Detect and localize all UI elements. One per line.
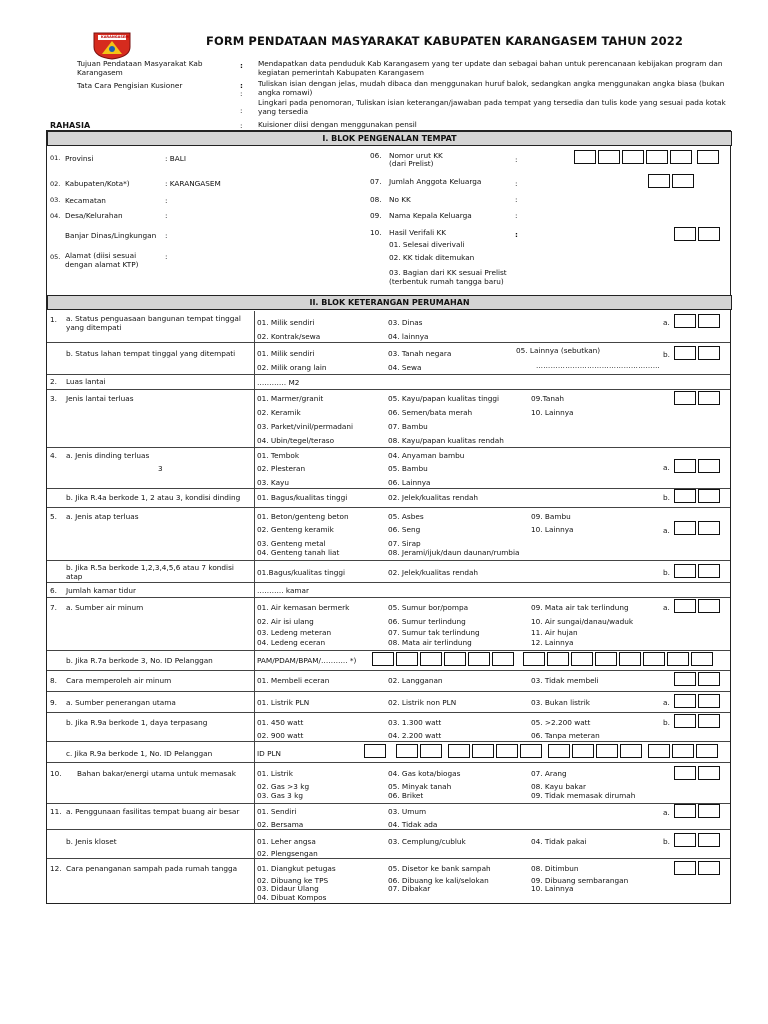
row-separator — [47, 447, 730, 448]
q10-option[interactable]: 06. Briket — [388, 791, 424, 800]
jumlah-anggota-label: Jumlah Anggota Keluarga — [389, 177, 482, 186]
q8-label: Cara memperoleh air minum — [66, 676, 172, 685]
kabupaten-value[interactable]: : KARANGASEM — [165, 179, 221, 188]
q7a-option[interactable]: 12. Lainnya — [531, 638, 574, 647]
tata-text-3: Kuisioner diisi dengan menggunakan pensil — [258, 120, 417, 129]
no-kk-field[interactable]: : — [515, 195, 518, 204]
id-pln-box[interactable] — [620, 744, 642, 758]
id-pelanggan-box[interactable] — [444, 652, 466, 666]
question-number: 3. — [50, 394, 57, 403]
q7a-option[interactable]: 06. Sumur terlindung — [388, 617, 466, 626]
q7a-option[interactable]: 10. Air sungai/danau/waduk — [531, 617, 634, 626]
question-number: 9. — [50, 698, 57, 707]
id-pln-box[interactable] — [448, 744, 470, 758]
hasil-verifali-box[interactable] — [674, 227, 696, 241]
question-number: 1. — [50, 315, 57, 324]
id-pln-box[interactable] — [496, 744, 518, 758]
row-separator — [47, 691, 730, 692]
row-separator — [47, 488, 730, 489]
q1a-box[interactable] — [698, 314, 720, 328]
q4b-option[interactable]: 01. Bagus/kualitas tinggi — [257, 493, 348, 502]
q3-option[interactable]: 07. Bambu — [388, 422, 428, 431]
row-separator — [47, 858, 730, 859]
q1b-box[interactable] — [674, 346, 696, 360]
colon: : — [240, 106, 243, 115]
hasil-verifali-box[interactable] — [698, 227, 720, 241]
question-number: 4. — [50, 451, 57, 460]
kabupaten-label: Kabupaten/Kota*) — [65, 179, 130, 188]
row-separator — [47, 741, 730, 742]
q7a-option[interactable]: 05. Sumur bor/pompa — [388, 603, 469, 612]
tujuan-label: Tujuan Pendataan Masyarakat Kab Karangasem — [77, 59, 203, 77]
row-separator — [47, 389, 730, 390]
q5b-option[interactable]: 02. Jelek/kualitas rendah — [388, 568, 479, 577]
q10-option[interactable]: 04. Gas kota/biogas — [388, 769, 461, 778]
q9b-label: b. Jika R.9a berkode 1, daya terpasang — [66, 718, 208, 727]
q3-option[interactable]: 02. Keramik — [257, 408, 301, 417]
q12-option[interactable]: 05. Disetor ke bank sampah — [388, 864, 491, 873]
tata-text-1: Tuliskan isian dengan jelas, mudah dibaca dan menggunakan huruf balok, sedangkan angka menggunakan angka biasa (bukan angka romawi) — [258, 79, 725, 97]
desa-label: Desa/Kelurahan — [65, 211, 123, 220]
q3-option[interactable]: 03. Parket/vinil/permadani — [257, 422, 354, 431]
row-separator — [47, 597, 730, 598]
question-number: 7. — [50, 603, 57, 612]
colon: : — [515, 179, 518, 188]
q7b-prefix: PAM/PDAM/BPAM/……….. *) — [257, 656, 357, 665]
q10-option[interactable]: 01. Listrik — [257, 769, 293, 778]
hasil-verifali-label: Hasil Verifali KK — [389, 228, 447, 237]
q10-option[interactable]: 08. Kayu bakar — [531, 782, 586, 791]
q1a-option[interactable]: 04. lainnya — [388, 332, 429, 341]
q12-option[interactable]: 06. Dibuang ke kali/selokan — [388, 876, 489, 885]
q9c-label: c. Jika R.9a berkode 1, No. ID Pelanggan — [66, 749, 213, 758]
row-separator — [47, 650, 730, 651]
q4a-label: a. Jenis dinding terluas — [66, 451, 150, 460]
q7a-option[interactable]: 03. Ledeng meteran — [257, 628, 332, 637]
q12-option[interactable]: 03. Didaur Ulang — [257, 884, 319, 893]
hasil-option[interactable]: 01. Selesai diverivali — [389, 240, 465, 249]
row-number: 03. — [50, 196, 61, 204]
q7a-option[interactable]: 04. Ledeng eceran — [257, 638, 326, 647]
row-number: 09. — [370, 211, 382, 220]
q11b-box[interactable] — [698, 833, 720, 847]
q4a-box[interactable] — [674, 459, 696, 473]
q3-option[interactable]: 04. Ubin/tegel/teraso — [257, 436, 335, 445]
row-number: 04. — [50, 212, 61, 220]
q4b-box[interactable] — [698, 489, 720, 503]
logo-text: KARANGASEM — [101, 35, 129, 39]
q12-option[interactable]: 07. Dibakar — [388, 884, 431, 893]
question-number: 6. — [50, 586, 57, 595]
q5b-box[interactable] — [674, 564, 696, 578]
q10-option[interactable]: 09. Tidak memasak dirumah — [531, 791, 636, 800]
q10-option[interactable]: 02. Gas >3 kg — [257, 782, 310, 791]
q6-field[interactable]: ……….. kamar — [257, 586, 309, 595]
q4a-option[interactable]: 04. Anyaman bambu — [388, 451, 465, 460]
stray-mark: 3 — [158, 464, 163, 473]
id-pln-box[interactable] — [364, 744, 386, 758]
q11b-option[interactable]: 03. Cemplung/cubluk — [388, 837, 466, 846]
q9a-option[interactable]: 02. Listrik non PLN — [388, 698, 457, 707]
q9a-option[interactable]: 03. Bukan listrik — [531, 698, 591, 707]
row-number: 06. — [370, 151, 382, 160]
kecamatan-field[interactable]: : — [165, 196, 168, 205]
q11a-option[interactable]: 01. Sendiri — [257, 807, 297, 816]
q5a-option[interactable]: 05. Asbes — [388, 512, 424, 521]
q7a-box[interactable] — [674, 599, 696, 613]
q3-option[interactable]: 05. Kayu/papan kualitas tinggi — [388, 394, 500, 403]
id-pelanggan-box[interactable] — [667, 652, 689, 666]
q12-box[interactable] — [674, 861, 696, 875]
row-number: 10. — [370, 228, 382, 237]
q5a-option[interactable]: 08. Jerami/ijuk/daun daunan/rumbia — [388, 548, 520, 557]
row-number: 05. — [50, 253, 61, 261]
q9b-option[interactable]: 06. Tanpa meteran — [531, 731, 600, 740]
id-pln-box[interactable] — [648, 744, 670, 758]
q7a-option[interactable]: 01. Air kemasan bermerk — [257, 603, 350, 612]
q9b-option[interactable]: 01. 450 watt — [257, 718, 304, 727]
q3-box[interactable] — [674, 391, 696, 405]
q10-label: Bahan bakar/energi utama untuk memasak — [77, 769, 236, 778]
q7a-option[interactable]: 08. Mata air terlindung — [388, 638, 472, 647]
page-title: FORM PENDATAAN MASYARAKAT KABUPATEN KARANGASEM TAHUN 2022 — [206, 34, 683, 48]
q8-option[interactable]: 02. Langganan — [388, 676, 443, 685]
id-pelanggan-box[interactable] — [396, 652, 418, 666]
q1a-label: a. Status penguasaan bangunan tempat tinggal yang ditempati — [66, 314, 241, 332]
question-number: 8. — [50, 676, 57, 685]
q12-option[interactable]: 04. Dibuat Kompos — [257, 893, 327, 902]
q9c-prefix: ID PLN — [257, 749, 282, 758]
code-label: b. — [663, 568, 670, 577]
q11a-box[interactable] — [674, 804, 696, 818]
row-number: 08. — [370, 195, 382, 204]
q11a-option[interactable]: 02. Bersama — [257, 820, 304, 829]
block2-header: II. BLOK KETERANGAN PERUMAHAN — [47, 295, 732, 310]
q1a-option[interactable]: 03. Dinas — [388, 318, 423, 327]
q4b-label: b. Jika R.4a berkode 1, 2 atau 3, kondisi dinding — [66, 493, 241, 502]
q4a-box[interactable] — [698, 459, 720, 473]
q9a-option[interactable]: 01. Listrik PLN — [257, 698, 310, 707]
nomor-urut-box[interactable] — [670, 150, 692, 164]
q1a-box[interactable] — [674, 314, 696, 328]
id-pln-box[interactable] — [472, 744, 494, 758]
alamat-label: Alamat (diisi sesuai dengan alamat KTP) — [65, 251, 139, 269]
q11a-option[interactable]: 03. Umum — [388, 807, 427, 816]
colon: : — [240, 81, 243, 90]
id-pelanggan-box[interactable] — [619, 652, 641, 666]
hasil-option[interactable]: 02. KK tidak ditemukan — [389, 253, 475, 262]
q1b-label: b. Status lahan tempat tinggal yang ditempati — [66, 349, 236, 358]
code-label: a. — [663, 808, 670, 817]
q12-option[interactable]: 09. Dibuang sembarangan — [531, 876, 629, 885]
id-pln-box[interactable] — [396, 744, 418, 758]
hasil-option-sub: (terbentuk rumah tangga baru) — [389, 277, 504, 286]
q3-label: Jenis lantai terluas — [66, 394, 134, 403]
q3-option[interactable]: 10. Lainnya — [531, 408, 574, 417]
q9b-option[interactable]: 02. 900 watt — [257, 731, 304, 740]
q3-option[interactable]: 01. Marmer/granit — [257, 394, 324, 403]
nomor-urut-box[interactable] — [697, 150, 719, 164]
q5a-label: a. Jenis atap terluas — [66, 512, 139, 521]
q1b-option[interactable]: 03. Tanah negara — [388, 349, 452, 358]
q7a-box[interactable] — [698, 599, 720, 613]
id-pelanggan-box[interactable] — [691, 652, 713, 666]
kepala-keluarga-label: Nama Kepala Keluarga — [389, 211, 472, 220]
rahasia-label: RAHASIA — [50, 121, 91, 130]
alamat-field[interactable]: : — [165, 252, 168, 261]
q5b-box[interactable] — [698, 564, 720, 578]
q10-box[interactable] — [698, 766, 720, 780]
q10-option[interactable]: 05. Minyak tanah — [388, 782, 452, 791]
desa-field[interactable]: : — [165, 211, 168, 220]
q7a-option[interactable]: 07. Sumur tak terlindung — [388, 628, 480, 637]
q2-field[interactable]: ………… M2 — [257, 378, 300, 387]
id-pln-box[interactable] — [420, 744, 442, 758]
row-separator — [47, 762, 730, 763]
q8-option[interactable]: 01. Membeli eceran — [257, 676, 330, 685]
q5b-label: b. Jika R.5a berkode 1,2,3,4,5,6 atau 7 kondisi atap — [66, 563, 234, 581]
q5a-box[interactable] — [698, 521, 720, 535]
tujuan-text: Mendapatkan data penduduk Kab Karangasem yang ter update dan sebagai bahan untuk perencanaan kebijakan program dan kegiatan pemerintah Kabupaten Karangasem — [258, 59, 723, 77]
provinsi-value[interactable]: : BALI — [165, 154, 186, 163]
id-pln-box[interactable] — [596, 744, 618, 758]
question-number: 12. — [50, 864, 62, 873]
q5a-option[interactable]: 01. Beton/genteng beton — [257, 512, 349, 521]
q11a-label: a. Penggunaan fasilitas tempat buang air besar — [66, 807, 240, 816]
id-pln-box[interactable] — [520, 744, 542, 758]
q9a-box[interactable] — [674, 694, 696, 708]
code-label: b. — [663, 493, 670, 502]
provinsi-label: Provinsi — [65, 154, 94, 163]
id-pln-box[interactable] — [572, 744, 594, 758]
id-pelanggan-box[interactable] — [420, 652, 442, 666]
q9b-option[interactable]: 04. 2.200 watt — [388, 731, 442, 740]
id-pelanggan-box[interactable] — [468, 652, 490, 666]
tata-text-2: Lingkari pada penomoran, Tuliskan isian keterangan/jawaban pada tempat yang tersedia dan tulis kode yang sesuai pada kotak yang tersedia — [258, 98, 726, 116]
q11b-box[interactable] — [674, 833, 696, 847]
id-pln-box[interactable] — [548, 744, 570, 758]
nomor-urut-box[interactable] — [622, 150, 644, 164]
q8-box[interactable] — [674, 672, 696, 686]
q5a-option[interactable]: 02. Genteng keramik — [257, 525, 334, 534]
q10-box[interactable] — [674, 766, 696, 780]
q7a-option[interactable]: 09. Mata air tak terlindung — [531, 603, 629, 612]
row-separator — [47, 582, 730, 583]
nomor-urut-box[interactable] — [646, 150, 668, 164]
row-separator — [47, 829, 730, 830]
colon: : — [515, 155, 518, 164]
q11a-option[interactable]: 04. Tidak ada — [388, 820, 438, 829]
q7a-option[interactable]: 11. Air hujan — [531, 628, 578, 637]
q9b-box[interactable] — [698, 714, 720, 728]
colon: : — [240, 61, 243, 70]
q1a-option[interactable]: 01. Milik sendiri — [257, 318, 315, 327]
q4a-option[interactable]: 02. Plesteran — [257, 464, 306, 473]
q4a-option[interactable]: 01. Tembok — [257, 451, 300, 460]
q12-label: Cara penanganan sampah pada rumah tangga — [66, 864, 238, 873]
q8-option[interactable]: 03. Tidak membeli — [531, 676, 599, 685]
code-label: b. — [663, 350, 670, 359]
karangasem-logo — [92, 30, 132, 60]
id-pelanggan-box[interactable] — [523, 652, 545, 666]
q9b-option[interactable]: 05. >2.200 watt — [531, 718, 591, 727]
row-separator — [47, 374, 730, 375]
id-pelanggan-box[interactable] — [547, 652, 569, 666]
jumlah-anggota-box[interactable] — [672, 174, 694, 188]
q1b-box[interactable] — [698, 346, 720, 360]
q5a-option[interactable]: 03. Genteng metal — [257, 539, 326, 548]
row-separator — [47, 670, 730, 671]
code-label: a. — [663, 526, 670, 535]
q5a-option[interactable]: 07. Sirap — [388, 539, 421, 548]
row-separator — [47, 803, 730, 804]
row-separator — [47, 507, 730, 508]
q12-option[interactable]: 10. Lainnya — [531, 884, 574, 893]
q3-option[interactable]: 08. Kayu/papan kualitas rendah — [388, 436, 504, 445]
kecamatan-label: Kecamatan — [65, 196, 106, 205]
q3-box[interactable] — [698, 391, 720, 405]
q3-option[interactable]: 06. Semen/bata merah — [388, 408, 473, 417]
id-pelanggan-box[interactable] — [372, 652, 394, 666]
q1b-other-field[interactable]: …………………………………………… — [536, 362, 661, 370]
row-separator — [47, 560, 730, 561]
q3-option[interactable]: 09.Tanah — [531, 394, 565, 403]
nomor-urut-sub: (dari Prelist) — [389, 159, 434, 168]
q5a-option[interactable]: 10. Lainnya — [531, 525, 574, 534]
q6-label: Jumlah kamar tidur — [66, 586, 136, 595]
code-label: a. — [663, 698, 670, 707]
q1b-option[interactable]: 05. Lainnya (sebutkan) — [516, 346, 601, 355]
q4a-option[interactable]: 05. Bambu — [388, 464, 428, 473]
q11b-option[interactable]: 02. Plengsengan — [257, 849, 318, 858]
row-separator — [47, 712, 730, 713]
colon: : — [240, 121, 243, 130]
question-number: 5. — [50, 512, 57, 521]
row-number: 07. — [370, 177, 382, 186]
tata-label: Tata Cara Pengisian Kusioner — [77, 81, 183, 90]
code-label: b. — [663, 837, 670, 846]
q11b-option[interactable]: 04. Tidak pakai — [531, 837, 587, 846]
q11b-label: b. Jenis kloset — [66, 837, 117, 846]
hasil-option[interactable]: 03. Bagian dari KK sesuai Prelist — [389, 268, 507, 277]
nomor-urut-label: Nomor urut KK — [389, 151, 443, 160]
q7a-option[interactable]: 02. Air isi ulang — [257, 617, 314, 626]
colon: : — [515, 230, 518, 239]
q2-label: Luas lantai — [66, 377, 106, 386]
q1a-option[interactable]: 02. Kontrak/sewa — [257, 332, 321, 341]
q5a-option[interactable]: 04. Genteng tanah liat — [257, 548, 340, 557]
q4a-option[interactable]: 03. Kayu — [257, 478, 289, 487]
id-pelanggan-box[interactable] — [595, 652, 617, 666]
q1b-option[interactable]: 02. Milik orang lain — [257, 363, 327, 372]
colon: : — [240, 89, 243, 98]
q11b-option[interactable]: 01. Leher angsa — [257, 837, 316, 846]
id-pelanggan-box[interactable] — [643, 652, 665, 666]
code-label: a. — [663, 463, 670, 472]
q1b-option[interactable]: 04. Sewa — [388, 363, 422, 372]
column-divider — [254, 311, 255, 904]
q12-option[interactable]: 02. Dibuang ke TPS — [257, 876, 329, 885]
q4b-option[interactable]: 02. Jelek/kualitas rendah — [388, 493, 479, 502]
q4a-option[interactable]: 06. Lainnya — [388, 478, 431, 487]
id-pln-box[interactable] — [696, 744, 718, 758]
q12-option[interactable]: 08. Ditimbun — [531, 864, 579, 873]
q1b-option[interactable]: 01. Milik sendiri — [257, 349, 315, 358]
banjar-label: Banjar Dinas/Lingkungan — [65, 231, 157, 240]
q9a-box[interactable] — [698, 694, 720, 708]
question-number: 10. — [50, 769, 62, 778]
q7a-label: a. Sumber air minum — [66, 603, 144, 612]
code-label: b. — [663, 718, 670, 727]
q12-box[interactable] — [698, 861, 720, 875]
id-pln-box[interactable] — [672, 744, 694, 758]
question-number: 2. — [50, 377, 57, 386]
code-label: a. — [663, 603, 670, 612]
row-number: 02. — [50, 180, 61, 188]
q5a-box[interactable] — [674, 521, 696, 535]
q8-box[interactable] — [698, 672, 720, 686]
q9b-box[interactable] — [674, 714, 696, 728]
q10-option[interactable]: 07. Arang — [531, 769, 567, 778]
code-label: a. — [663, 318, 670, 327]
block1-header: I. BLOK PENGENALAN TEMPAT — [47, 131, 732, 146]
kepala-keluarga-field[interactable]: : — [515, 211, 518, 220]
id-pelanggan-box[interactable] — [571, 652, 593, 666]
nomor-urut-box[interactable] — [598, 150, 620, 164]
row-separator — [47, 342, 730, 343]
q10-option[interactable]: 03. Gas 3 kg — [257, 791, 303, 800]
question-number: 11. — [50, 807, 62, 816]
q11a-box[interactable] — [698, 804, 720, 818]
q12-option[interactable]: 01. Diangkut petugas — [257, 864, 336, 873]
q9b-option[interactable]: 03. 1.300 watt — [388, 718, 442, 727]
jumlah-anggota-box[interactable] — [648, 174, 670, 188]
q4b-box[interactable] — [674, 489, 696, 503]
q5a-option[interactable]: 09. Bambu — [531, 512, 571, 521]
q5a-option[interactable]: 06. Seng — [388, 525, 421, 534]
banjar-field[interactable]: : — [165, 231, 168, 240]
row-number: 01. — [50, 154, 61, 162]
q5b-option[interactable]: 01.Bagus/kualitas tinggi — [257, 568, 346, 577]
q7b-label: b. Jika R.7a berkode 3, No. ID Pelanggan — [66, 656, 213, 665]
no-kk-label: No KK — [389, 195, 411, 204]
id-pelanggan-box[interactable] — [492, 652, 514, 666]
nomor-urut-box[interactable] — [574, 150, 596, 164]
q9a-label: a. Sumber penerangan utama — [66, 698, 176, 707]
